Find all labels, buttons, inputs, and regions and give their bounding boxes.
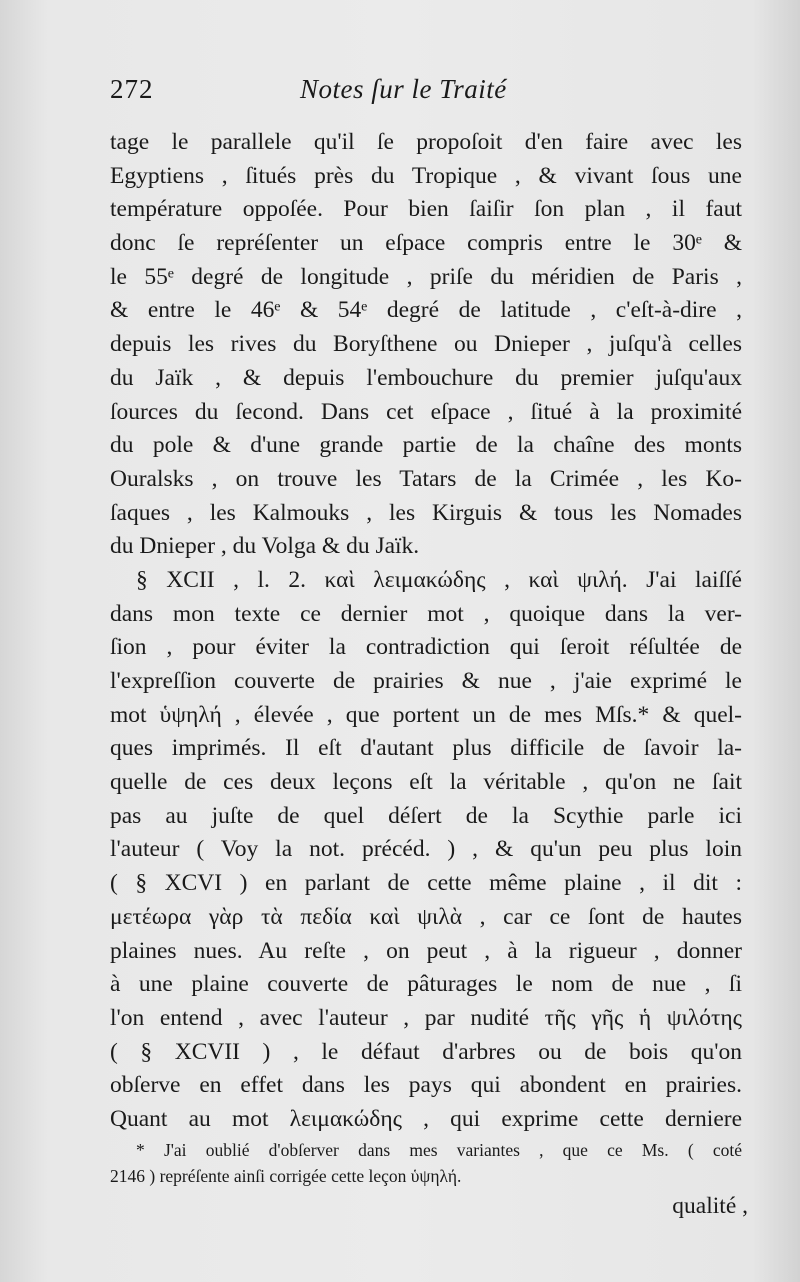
text-line: quelle de ces deux leçons eſt la véritable , qu'on ne ſait — [110, 769, 742, 796]
text-line: température oppoſée. Pour bien ſaiſir ſon plan , il faut — [110, 196, 742, 223]
page-number: 272 — [110, 74, 154, 104]
text-line: ques imprimés. Il eſt d'autant plus difficile de ſavoir la- — [110, 735, 742, 762]
text-line: tage le parallele qu'il ſe propoſoit d'en faire avec les — [110, 129, 742, 155]
text-line: & entre le 46ᵉ & 54ᵉ degré de latitude , c'eſt-à-dire , — [110, 297, 742, 324]
running-title: Notes ſur le Traité — [300, 74, 507, 104]
text-line: du Jaïk , & depuis l'embouchure du premier juſqu'aux — [110, 364, 742, 391]
text-line: plaines nues. Au reſte , on peut , à la rigueur , donner — [110, 937, 742, 964]
text-line: du pole & d'une grande partie de la chaîne des monts — [110, 432, 742, 459]
footnote-line: 2146 ) repréſente ainſi corrigée cette leçon ὑψηλή. — [110, 1166, 462, 1186]
text-line: Quant au mot λειμακώδης , qui exprime cette derniere — [110, 1105, 742, 1132]
body-text — [110, 126, 742, 1137]
text-line: § XCII , l. 2. καὶ λειμακώδης , καὶ ψιλή. J'ai laiſſé — [136, 566, 742, 593]
text-line: donc ſe repréſenter un eſpace compris entre le 30ᵉ & — [110, 230, 742, 257]
catchword: qualité , — [672, 1193, 748, 1219]
footnote — [110, 1137, 742, 1189]
text-line: ( § XCVI ) en parlant de cette même plaine , il dit : — [110, 870, 742, 897]
text-line: à une plaine couverte de pâturages le nom de nue , ſi — [110, 971, 742, 998]
text-line: pas au juſte de quel déſert de la Scythie parle ici — [110, 802, 742, 829]
text-line: dans mon texte ce dernier mot , quoique dans la ver- — [110, 600, 742, 627]
text-line: mot ὑψηλή , élevée , que portent un de mes Mſs.* & quel- — [110, 701, 742, 728]
text-line: le 55ᵉ degré de longitude , priſe du méridien de Paris , — [110, 263, 742, 290]
text-line: ſaques , les Kalmouks , les Kirguis & tous les Nomades — [110, 499, 742, 526]
footnote-line: * J'ai oublié d'obſerver dans mes variantes , que ce Ms. ( coté — [136, 1140, 742, 1160]
text-line: depuis les rives du Boryſthene ou Dnieper , juſqu'à celles — [110, 331, 742, 358]
text-line: l'auteur ( Voy la not. précéd. ) , & qu'un peu plus loin — [110, 836, 742, 863]
text-line: obſerve en effet dans les pays qui abondent en prairies. — [110, 1072, 742, 1099]
text-line: l'expreſſion couverte de prairies & nue , j'aie exprimé le — [110, 668, 742, 694]
text-line: Egyptiens , ſitués près du Tropique , & vivant ſous une — [110, 162, 742, 189]
text-line: l'on entend , avec l'auteur , par nudité τῆς γῆς ἡ ψιλότης — [110, 1004, 742, 1031]
text-line: ſources du ſecond. Dans cet eſpace , ſitué à la proximité — [110, 398, 742, 425]
text-line: ſion , pour éviter la contradiction qui ſeroit réſultée de — [110, 634, 742, 661]
text-line: du Dnieper , du Volga & du Jaïk. — [110, 533, 420, 560]
page-header — [110, 74, 710, 114]
text-line: Ouralsks , on trouve les Tatars de la Crimée , les Ko- — [110, 465, 742, 492]
text-line: μετέωρα γὰρ τὰ πεδία καὶ ψιλὰ , car ce ſont de hautes — [110, 903, 742, 930]
text-line: ( § XCVII ) , le défaut d'arbres ou de bois qu'on — [110, 1038, 742, 1065]
